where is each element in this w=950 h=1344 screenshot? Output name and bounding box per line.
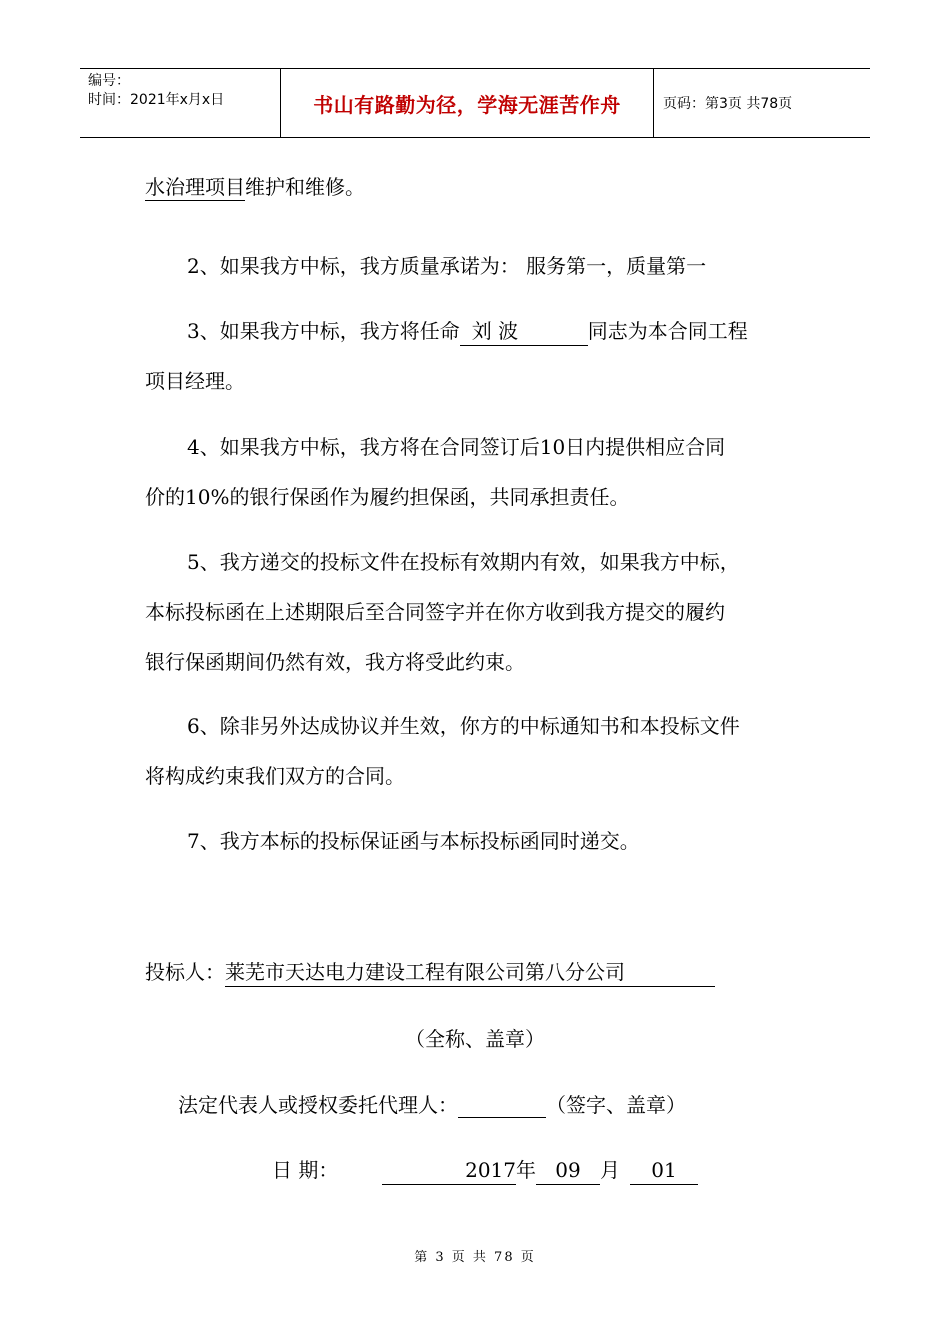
manager-name-field: 刘 波 <box>460 318 588 346</box>
representative-line <box>178 1092 686 1118</box>
paragraph-line <box>145 174 365 200</box>
project-name-underlined: 水治理项目 <box>145 175 245 199</box>
representative-signature-field <box>458 1095 546 1118</box>
item-6: 6、除非另外达成协议并生效，你方的中标通知书和本投标文件 <box>187 714 740 738</box>
representative-label: 法定代表人或授权委托代理人： <box>178 1093 458 1117</box>
item-4: 4、如果我方中标，我方将在合同签订后10日内提供相应合同 <box>187 435 726 459</box>
text: 3、如果我方中标，我方将任命 <box>187 319 460 343</box>
bidder-line <box>145 959 715 987</box>
year-unit: 年 <box>516 1158 536 1182</box>
header-info-cell <box>80 69 281 137</box>
full-name-note: （全称、盖章） <box>405 1027 545 1051</box>
header-time: 时间：2021年x月x日 <box>88 92 225 108</box>
text: 同志为本合同工程 <box>587 319 748 343</box>
text: 维护和维修。 <box>245 175 365 199</box>
date-year-field: 2017 <box>382 1157 516 1185</box>
date-day-field: 01 <box>630 1157 698 1185</box>
header-number: 编号： <box>88 73 130 89</box>
header-page-number: 页码：第3页 共78页 <box>663 96 793 112</box>
item-5-cont: 银行保函期间仍然有效，我方将受此约束。 <box>145 650 525 674</box>
item-2: 2、如果我方中标，我方质量承诺为： 服务第一，质量第一 <box>187 254 707 278</box>
month-unit: 月 <box>600 1158 620 1182</box>
item-5: 5、我方递交的投标文件在投标有效期内有效，如果我方中标， <box>187 550 740 574</box>
item-3-cont: 项目经理。 <box>145 369 245 393</box>
date-label: 日 期： <box>272 1158 339 1182</box>
item-5-cont: 本标投标函在上述期限后至合同签字并在你方收到我方提交的履约 <box>145 600 725 624</box>
page-footer: 第 3 页 共 78 页 <box>414 1250 536 1265</box>
date-line <box>272 1157 698 1185</box>
representative-note: （签字、盖章） <box>546 1093 686 1117</box>
header-motto: 书山有路勤为径，学海无涯苦作舟 <box>281 69 654 137</box>
bidder-name-field: 莱芜市天达电力建设工程有限公司第八分公司 <box>225 959 715 987</box>
item-3 <box>187 318 748 346</box>
item-4-cont: 价的10%的银行保函作为履约担保函，共同承担责任。 <box>145 485 630 509</box>
item-6-cont: 将构成约束我们双方的合同。 <box>145 764 405 788</box>
date-month-field: 09 <box>536 1157 600 1185</box>
bidder-label: 投标人： <box>145 960 225 984</box>
page-header <box>80 68 870 138</box>
item-7: 7、我方本标的投标保证函与本标投标函同时递交。 <box>187 829 640 853</box>
